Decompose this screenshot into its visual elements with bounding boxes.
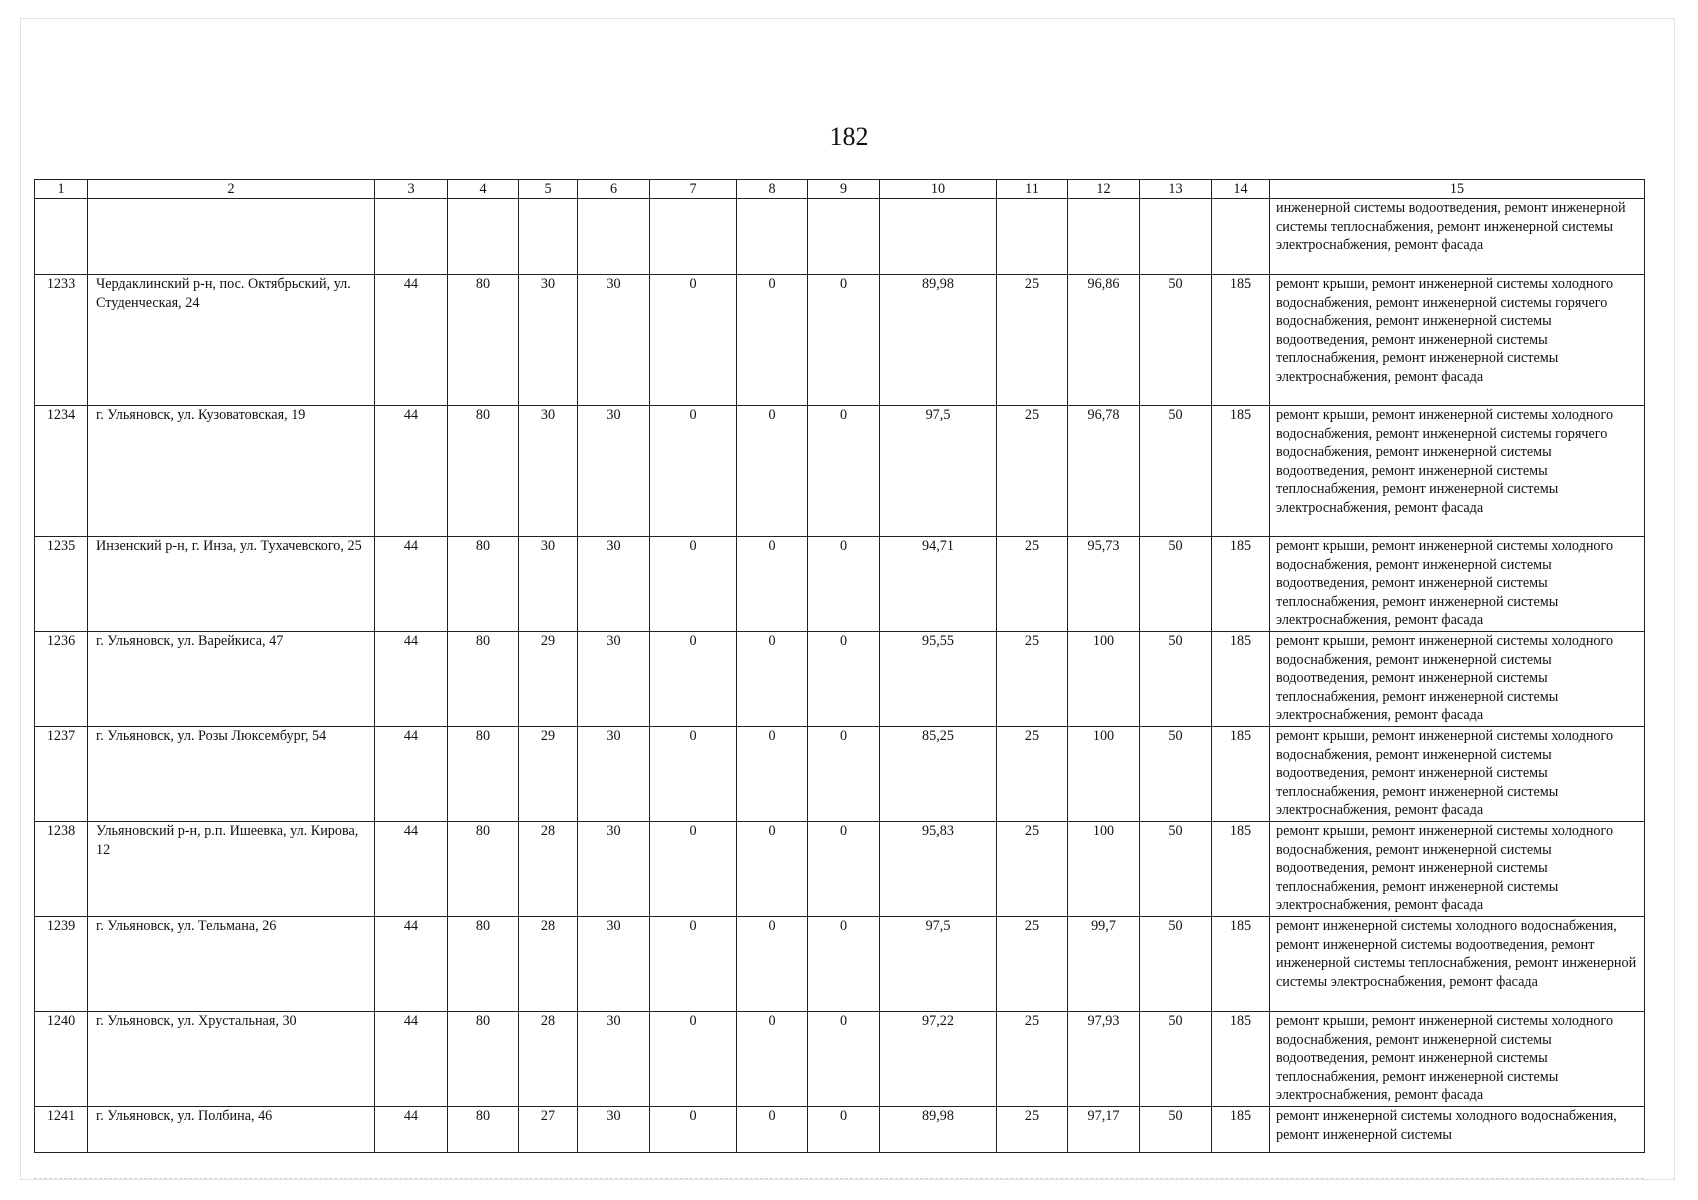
value-cell: 0 — [808, 406, 880, 537]
column-header: 2 — [88, 180, 375, 199]
address-cell: г. Ульяновск, ул. Хрустальная, 30 — [88, 1012, 375, 1107]
table-row — [35, 537, 1645, 632]
column-header: 15 — [1270, 180, 1645, 199]
value-cell: 80 — [448, 275, 519, 406]
value-cell: 0 — [808, 1012, 880, 1107]
value-cell: 80 — [448, 537, 519, 632]
scan-dashed-line — [34, 1178, 1644, 1179]
value-cell: 185 — [1212, 632, 1270, 727]
value-cell: 44 — [375, 537, 448, 632]
value-cell: 96,78 — [1068, 406, 1140, 537]
works-cell: ремонт инженерной системы холодного водоснабжения, ремонт инженерной системы — [1270, 1107, 1645, 1153]
value-cell: 0 — [737, 822, 808, 917]
value-cell: 95,83 — [880, 822, 997, 917]
value-cell: 30 — [578, 632, 650, 727]
value-cell: 0 — [808, 275, 880, 406]
value-cell: 50 — [1140, 1012, 1212, 1107]
value-cell: 96,86 — [1068, 275, 1140, 406]
address-cell: г. Ульяновск, ул. Кузоватовская, 19 — [88, 406, 375, 537]
table-row — [35, 1012, 1645, 1107]
row-number-cell: 1238 — [35, 822, 88, 917]
row-number-cell: 1235 — [35, 537, 88, 632]
value-cell: 44 — [375, 406, 448, 537]
value-cell: 97,5 — [880, 917, 997, 1012]
value-cell: 50 — [1140, 1107, 1212, 1153]
value-cell: 28 — [519, 917, 578, 1012]
value-cell: 50 — [1140, 727, 1212, 822]
column-header: 11 — [997, 180, 1068, 199]
table-row — [35, 275, 1645, 406]
value-cell: 27 — [519, 1107, 578, 1153]
address-cell: Инзенский р-н, г. Инза, ул. Тухачевского, 25 — [88, 537, 375, 632]
works-cell: ремонт крыши, ремонт инженерной системы холодного водоснабжения, ремонт инженерной системы водоотведения, ремонт инженерной системы теплоснабжения, ремонт инженерной системы электроснабжения, ремонт фасада — [1270, 1012, 1645, 1107]
value-cell: 100 — [1068, 822, 1140, 917]
value-cell: 50 — [1140, 537, 1212, 632]
value-cell: 80 — [448, 917, 519, 1012]
page-number: 182 — [829, 122, 869, 151]
works-cell: инженерной системы водоотведения, ремонт инженерной системы теплоснабжения, ремонт инженерной системы электроснабжения, ремонт фасада — [1270, 199, 1645, 275]
value-cell: 0 — [650, 1012, 737, 1107]
value-cell: 97,5 — [880, 406, 997, 537]
column-header: 10 — [880, 180, 997, 199]
value-cell: 30 — [578, 727, 650, 822]
value-cell: 28 — [519, 822, 578, 917]
value-cell: 185 — [1212, 917, 1270, 1012]
value-cell: 25 — [997, 822, 1068, 917]
works-cell: ремонт крыши, ремонт инженерной системы холодного водоснабжения, ремонт инженерной системы водоотведения, ремонт инженерной системы теплоснабжения, ремонт инженерной системы электроснабжения, ремонт фасада — [1270, 537, 1645, 632]
value-cell: 50 — [1140, 406, 1212, 537]
value-cell: 30 — [578, 1012, 650, 1107]
works-cell: ремонт крыши, ремонт инженерной системы холодного водоснабжения, ремонт инженерной системы водоотведения, ремонт инженерной системы теплоснабжения, ремонт инженерной системы электроснабжения, ремонт фасада — [1270, 727, 1645, 822]
value-cell: 100 — [1068, 727, 1140, 822]
value-cell: 30 — [519, 275, 578, 406]
value-cell: 25 — [997, 1107, 1068, 1153]
table-row — [35, 822, 1645, 917]
address-cell: г. Ульяновск, ул. Варейкиса, 47 — [88, 632, 375, 727]
value-cell: 30 — [578, 406, 650, 537]
value-cell: 0 — [808, 537, 880, 632]
works-cell: ремонт инженерной системы холодного водоснабжения, ремонт инженерной системы водоотведения, ремонт инженерной системы теплоснабжения, ремонт инженерной системы электроснабжения, ремонт фасада — [1270, 917, 1645, 1012]
value-cell: 0 — [650, 632, 737, 727]
address-cell: Чердаклинский р-н, пос. Октябрьский, ул. Студенческая, 24 — [88, 275, 375, 406]
column-header: 9 — [808, 180, 880, 199]
value-cell: 85,25 — [880, 727, 997, 822]
column-header: 5 — [519, 180, 578, 199]
works-cell: ремонт крыши, ремонт инженерной системы холодного водоснабжения, ремонт инженерной системы горячего водоснабжения, ремонт инженерной системы водоотведения, ремонт инженерной системы теплоснабжения, ремонт инженерной системы электроснабжения, ремонт фасада — [1270, 406, 1645, 537]
value-cell: 0 — [737, 275, 808, 406]
value-cell: 30 — [578, 537, 650, 632]
address-cell: г. Ульяновск, ул. Розы Люксембург, 54 — [88, 727, 375, 822]
value-cell: 89,98 — [880, 1107, 997, 1153]
works-cell: ремонт крыши, ремонт инженерной системы холодного водоснабжения, ремонт инженерной системы горячего водоснабжения, ремонт инженерной системы водоотведения, ремонт инженерной системы теплоснабжения, ремонт инженерной системы электроснабжения, ремонт фасада — [1270, 275, 1645, 406]
value-cell: 44 — [375, 917, 448, 1012]
value-cell: 25 — [997, 275, 1068, 406]
column-header: 8 — [737, 180, 808, 199]
value-cell: 185 — [1212, 406, 1270, 537]
value-cell: 185 — [1212, 1012, 1270, 1107]
row-number-cell: 1239 — [35, 917, 88, 1012]
value-cell: 185 — [1212, 727, 1270, 822]
value-cell: 29 — [519, 632, 578, 727]
value-cell: 0 — [737, 727, 808, 822]
value-cell: 50 — [1140, 275, 1212, 406]
value-cell: 80 — [448, 1107, 519, 1153]
value-cell: 30 — [578, 275, 650, 406]
value-cell: 30 — [578, 917, 650, 1012]
row-number-cell: 1234 — [35, 406, 88, 537]
row-number-cell: 1241 — [35, 1107, 88, 1153]
value-cell: 80 — [448, 727, 519, 822]
value-cell: 0 — [650, 406, 737, 537]
value-cell: 80 — [448, 822, 519, 917]
value-cell: 97,17 — [1068, 1107, 1140, 1153]
column-header: 4 — [448, 180, 519, 199]
table-row — [35, 632, 1645, 727]
value-cell: 25 — [997, 917, 1068, 1012]
address-cell: г. Ульяновск, ул. Полбина, 46 — [88, 1107, 375, 1153]
value-cell: 25 — [997, 727, 1068, 822]
value-cell: 0 — [650, 917, 737, 1012]
row-number-cell: 1240 — [35, 1012, 88, 1107]
value-cell: 30 — [519, 537, 578, 632]
column-header: 6 — [578, 180, 650, 199]
value-cell: 28 — [519, 1012, 578, 1107]
value-cell: 80 — [448, 1012, 519, 1107]
value-cell: 80 — [448, 406, 519, 537]
row-number-cell: 1236 — [35, 632, 88, 727]
value-cell: 185 — [1212, 822, 1270, 917]
value-cell: 100 — [1068, 632, 1140, 727]
value-cell: 0 — [650, 537, 737, 632]
value-cell: 0 — [650, 822, 737, 917]
value-cell: 95,55 — [880, 632, 997, 727]
value-cell: 185 — [1212, 275, 1270, 406]
value-cell: 44 — [375, 632, 448, 727]
table-row — [35, 917, 1645, 1012]
value-cell: 0 — [737, 537, 808, 632]
column-header: 7 — [650, 180, 737, 199]
value-cell: 50 — [1140, 917, 1212, 1012]
row-number-cell: 1233 — [35, 275, 88, 406]
value-cell: 29 — [519, 727, 578, 822]
value-cell: 50 — [1140, 632, 1212, 727]
column-header: 1 — [35, 180, 88, 199]
value-cell: 30 — [519, 406, 578, 537]
value-cell: 44 — [375, 275, 448, 406]
value-cell: 44 — [375, 1107, 448, 1153]
value-cell: 25 — [997, 1012, 1068, 1107]
value-cell: 30 — [578, 1107, 650, 1153]
value-cell: 0 — [737, 632, 808, 727]
header-row — [35, 180, 1645, 199]
value-cell: 0 — [808, 917, 880, 1012]
value-cell: 50 — [1140, 822, 1212, 917]
column-header: 3 — [375, 180, 448, 199]
value-cell: 95,73 — [1068, 537, 1140, 632]
value-cell: 25 — [997, 537, 1068, 632]
works-cell: ремонт крыши, ремонт инженерной системы холодного водоснабжения, ремонт инженерной системы водоотведения, ремонт инженерной системы теплоснабжения, ремонт инженерной системы электроснабжения, ремонт фасада — [1270, 632, 1645, 727]
value-cell: 0 — [737, 1107, 808, 1153]
value-cell: 0 — [808, 727, 880, 822]
table-row — [35, 727, 1645, 822]
value-cell: 0 — [808, 1107, 880, 1153]
address-cell: г. Ульяновск, ул. Тельмана, 26 — [88, 917, 375, 1012]
value-cell: 89,98 — [880, 275, 997, 406]
value-cell: 44 — [375, 822, 448, 917]
value-cell: 44 — [375, 727, 448, 822]
value-cell: 185 — [1212, 1107, 1270, 1153]
value-cell: 99,7 — [1068, 917, 1140, 1012]
column-header: 12 — [1068, 180, 1140, 199]
value-cell: 30 — [578, 822, 650, 917]
continuation-row — [35, 199, 1645, 275]
value-cell: 0 — [808, 632, 880, 727]
value-cell: 185 — [1212, 537, 1270, 632]
data-table — [34, 179, 1645, 1153]
value-cell: 0 — [737, 917, 808, 1012]
works-cell: ремонт крыши, ремонт инженерной системы холодного водоснабжения, ремонт инженерной системы водоотведения, ремонт инженерной системы теплоснабжения, ремонт инженерной системы электроснабжения, ремонт фасада — [1270, 822, 1645, 917]
value-cell: 0 — [737, 1012, 808, 1107]
value-cell: 97,93 — [1068, 1012, 1140, 1107]
value-cell: 97,22 — [880, 1012, 997, 1107]
row-number-cell: 1237 — [35, 727, 88, 822]
address-cell: Ульяновский р-н, р.п. Ишеевка, ул. Кирова, 12 — [88, 822, 375, 917]
value-cell: 94,71 — [880, 537, 997, 632]
value-cell: 44 — [375, 1012, 448, 1107]
table-row — [35, 406, 1645, 537]
value-cell: 80 — [448, 632, 519, 727]
value-cell: 25 — [997, 406, 1068, 537]
value-cell: 0 — [737, 406, 808, 537]
value-cell: 0 — [650, 727, 737, 822]
table-row — [35, 1107, 1645, 1153]
column-header: 13 — [1140, 180, 1212, 199]
value-cell: 0 — [808, 822, 880, 917]
value-cell: 25 — [997, 632, 1068, 727]
value-cell: 0 — [650, 1107, 737, 1153]
column-header: 14 — [1212, 180, 1270, 199]
value-cell: 0 — [650, 275, 737, 406]
